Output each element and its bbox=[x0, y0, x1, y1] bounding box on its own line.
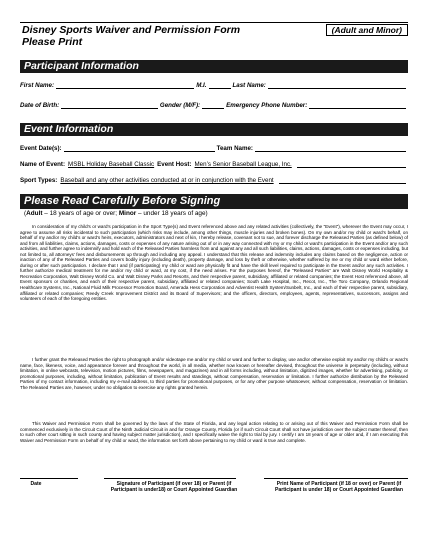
waiver-form bbox=[20, 22, 408, 493]
event-section-header: Event Information bbox=[20, 123, 408, 136]
event-name-label: Name of Event: bbox=[20, 161, 66, 168]
emergency-phone-field[interactable] bbox=[309, 102, 406, 109]
event-host-label: Event Host: bbox=[157, 161, 192, 168]
sport-types-line bbox=[279, 177, 406, 184]
event-dates-field[interactable] bbox=[64, 145, 215, 152]
first-name-label: First Name: bbox=[20, 82, 55, 89]
dob-field[interactable] bbox=[61, 102, 158, 109]
signing-section-header: Please Read Carefully Before Signing bbox=[20, 194, 408, 209]
adult-description: – 18 years of age or over; bbox=[42, 210, 119, 217]
dob-row bbox=[20, 102, 408, 109]
event-dates-label: Event Date(s): bbox=[20, 145, 62, 152]
gender-label: Gender (M/F): bbox=[159, 102, 201, 109]
release-paragraph: In consideration of my child’s or ward’s participation in the Sport Type(s) and Event referenced above and any related activities (collectively, the “Event”), wherever the Event may occur, I agree to assume all risks incidental to such participation (which risks may include, among other things, muscle injuries and broken bones). On my own and/or my child or ward’s behalf, on behalf of my and/or my child’s or ward’s heirs, executors, administrators and next of kin, I hereby release, covenant not to sue, and forever discharge the Released Parties (as defined below) of and from all liabilities, claims, actions, damages, costs or expenses of any nature arising out of or in any way connected with my or my child or ward’s participation in the Event and/or any such activities, and further agree to indemnify and hold each of the Released Parties harmless from and against any and all such liabilities, claims, actions, damages, costs or expenses including, but not limited to, all attorneys’ fees and disbursements up through and including any appeal. I understand that this release and indemnity includes any claims based on the negligence, action or inaction of any of the Released Parties and covers bodily injury (including death), property damage, and loss by theft or otherwise, whether suffered by me or my child or ward either before, during or after such participation. I declare that I and (if participating) my child or ward are physically fit and have the skill level required to participate in the Event and/or any such activities. I further authorize medical treatment for me and/or my child or ward, at my cost, if the need arises. For the purposes hereof, the “Released Parties” are Walt Disney World Hospitality & Recreation Corporation, Walt Disney World Co. and Walt Disney Parks and Resorts, and their respective parent, subsidiary, affiliated or related companies; the Event Host referenced above, all Event sponsors or charities, and each of their respective parent, subsidiary, affiliated or related companies; South Lake Hospital, Inc., Recot, Inc., The Toro Company, Orlando Regional Healthcare Systems, Inc., National Fluid Milk Processor Promotion Board, Amerada Hess Corporation and Adventist Health System/Sunbelt, Inc., and each of their respective parent, subsidiary, affiliated or related companies; Reedy Creek Improvement District and its Board of Supervisors; and the officers, directors, employees, agents, representatives, successors, assigns and volunteers of each of the foregoing entities. bbox=[20, 224, 408, 302]
governing-law-paragraph: This Waiver and Permission Form shall be governed by the laws of the State of Florida, and any legal action relating to or arising out of this Waiver and Permission Form shall be commenced exclusively in the Circuit Court of the Ninth Judicial Circuit in and for Orange County, Florida (or if such Circuit Court shall not have jurisdiction over the subject matter thereof, then to such other court sitting in such county and having subject matter jurisdiction), and I specifically waive the right to trial by jury. I certify I am 18 years of age or older and, if I am executing this Waiver and Permission Form on behalf of my child or ward, the information set forth above pertaining to my child or ward is true and complete. bbox=[20, 421, 408, 443]
sport-types-label: Sport Types: bbox=[20, 177, 58, 184]
sport-types-row bbox=[20, 177, 408, 184]
sport-types-value: Baseball and any other activities conducted at or in conjunction with the Event bbox=[60, 177, 274, 184]
form-title-row bbox=[20, 22, 408, 35]
date-line[interactable] bbox=[20, 478, 78, 479]
team-name-label: Team Name: bbox=[216, 145, 253, 152]
age-note-open: ( bbox=[24, 210, 27, 217]
emergency-phone-label: Emergency Phone Number: bbox=[226, 102, 308, 109]
last-name-label: Last Name: bbox=[232, 82, 266, 89]
name-row bbox=[20, 82, 408, 89]
minor-description: – under 18 years of age) bbox=[136, 210, 208, 217]
print-name-line[interactable] bbox=[264, 478, 408, 479]
first-name-field[interactable] bbox=[56, 82, 194, 89]
minor-term: Minor bbox=[118, 210, 137, 217]
event-host-value: Men’s Senior Baseball League, Inc. bbox=[194, 161, 292, 168]
mi-label: M.I. bbox=[196, 82, 207, 89]
team-name-field[interactable] bbox=[255, 145, 406, 152]
form-title: Disney Sports Waiver and Permission Form bbox=[22, 24, 241, 36]
mi-field[interactable] bbox=[209, 82, 231, 89]
form-subtitle: Please Print bbox=[22, 36, 83, 48]
event-name-value: MSBL Holiday Baseball Classic bbox=[68, 161, 155, 168]
participant-section-header: Participant Information bbox=[20, 60, 408, 73]
gender-field[interactable] bbox=[202, 102, 224, 109]
form-type-badge: (Adult and Minor) bbox=[326, 24, 408, 36]
publicity-paragraph: I further grant the Released Parties the right to photograph and/or videotape me and/or my child or ward and further to display, use and/or otherwise exploit my and/or my child’s or ward’s name, face, likeness, voice, and appearance forever and throughout the world, in all media, whether now known or hereafter devised, throughout the universe in perpetuity (including, without limitation, in online webcasts, television, motion pictures, films, newspapers, and magazines) and in all forms including, without limitation, digitized images, whether for advertising, publicity, or promotional purposes, including, without limitation, publication of Event results and standings, without compensation, reservation or limitation. I further authorize distribution by the Released Parties of my contact information, including my e-mail address, to third parties for promotional purposes, or for any other purpose whatsoever, without compensation, reservation or limitation. The Released Parties are, however, under no obligation to exercise any rights granted herein. bbox=[20, 357, 408, 390]
event-name-row bbox=[20, 161, 408, 168]
date-label: Date bbox=[30, 481, 42, 487]
event-host-line bbox=[297, 161, 406, 168]
signature-label: Signature of Participant (if over 18) or Parent (if Participant is under18) or Court Appointed Guardian bbox=[110, 481, 238, 493]
adult-term: Adult bbox=[26, 210, 43, 217]
print-name-label: Print Name of Participant (if 18 or over) or Parent (if Participant is under 18) or Court Appointed Guardian bbox=[274, 481, 403, 493]
signature-line[interactable] bbox=[104, 478, 236, 479]
event-dates-row bbox=[20, 145, 408, 152]
dob-label: Date of Birth: bbox=[20, 102, 60, 109]
last-name-field[interactable] bbox=[268, 82, 406, 89]
age-definition-note bbox=[24, 210, 208, 217]
